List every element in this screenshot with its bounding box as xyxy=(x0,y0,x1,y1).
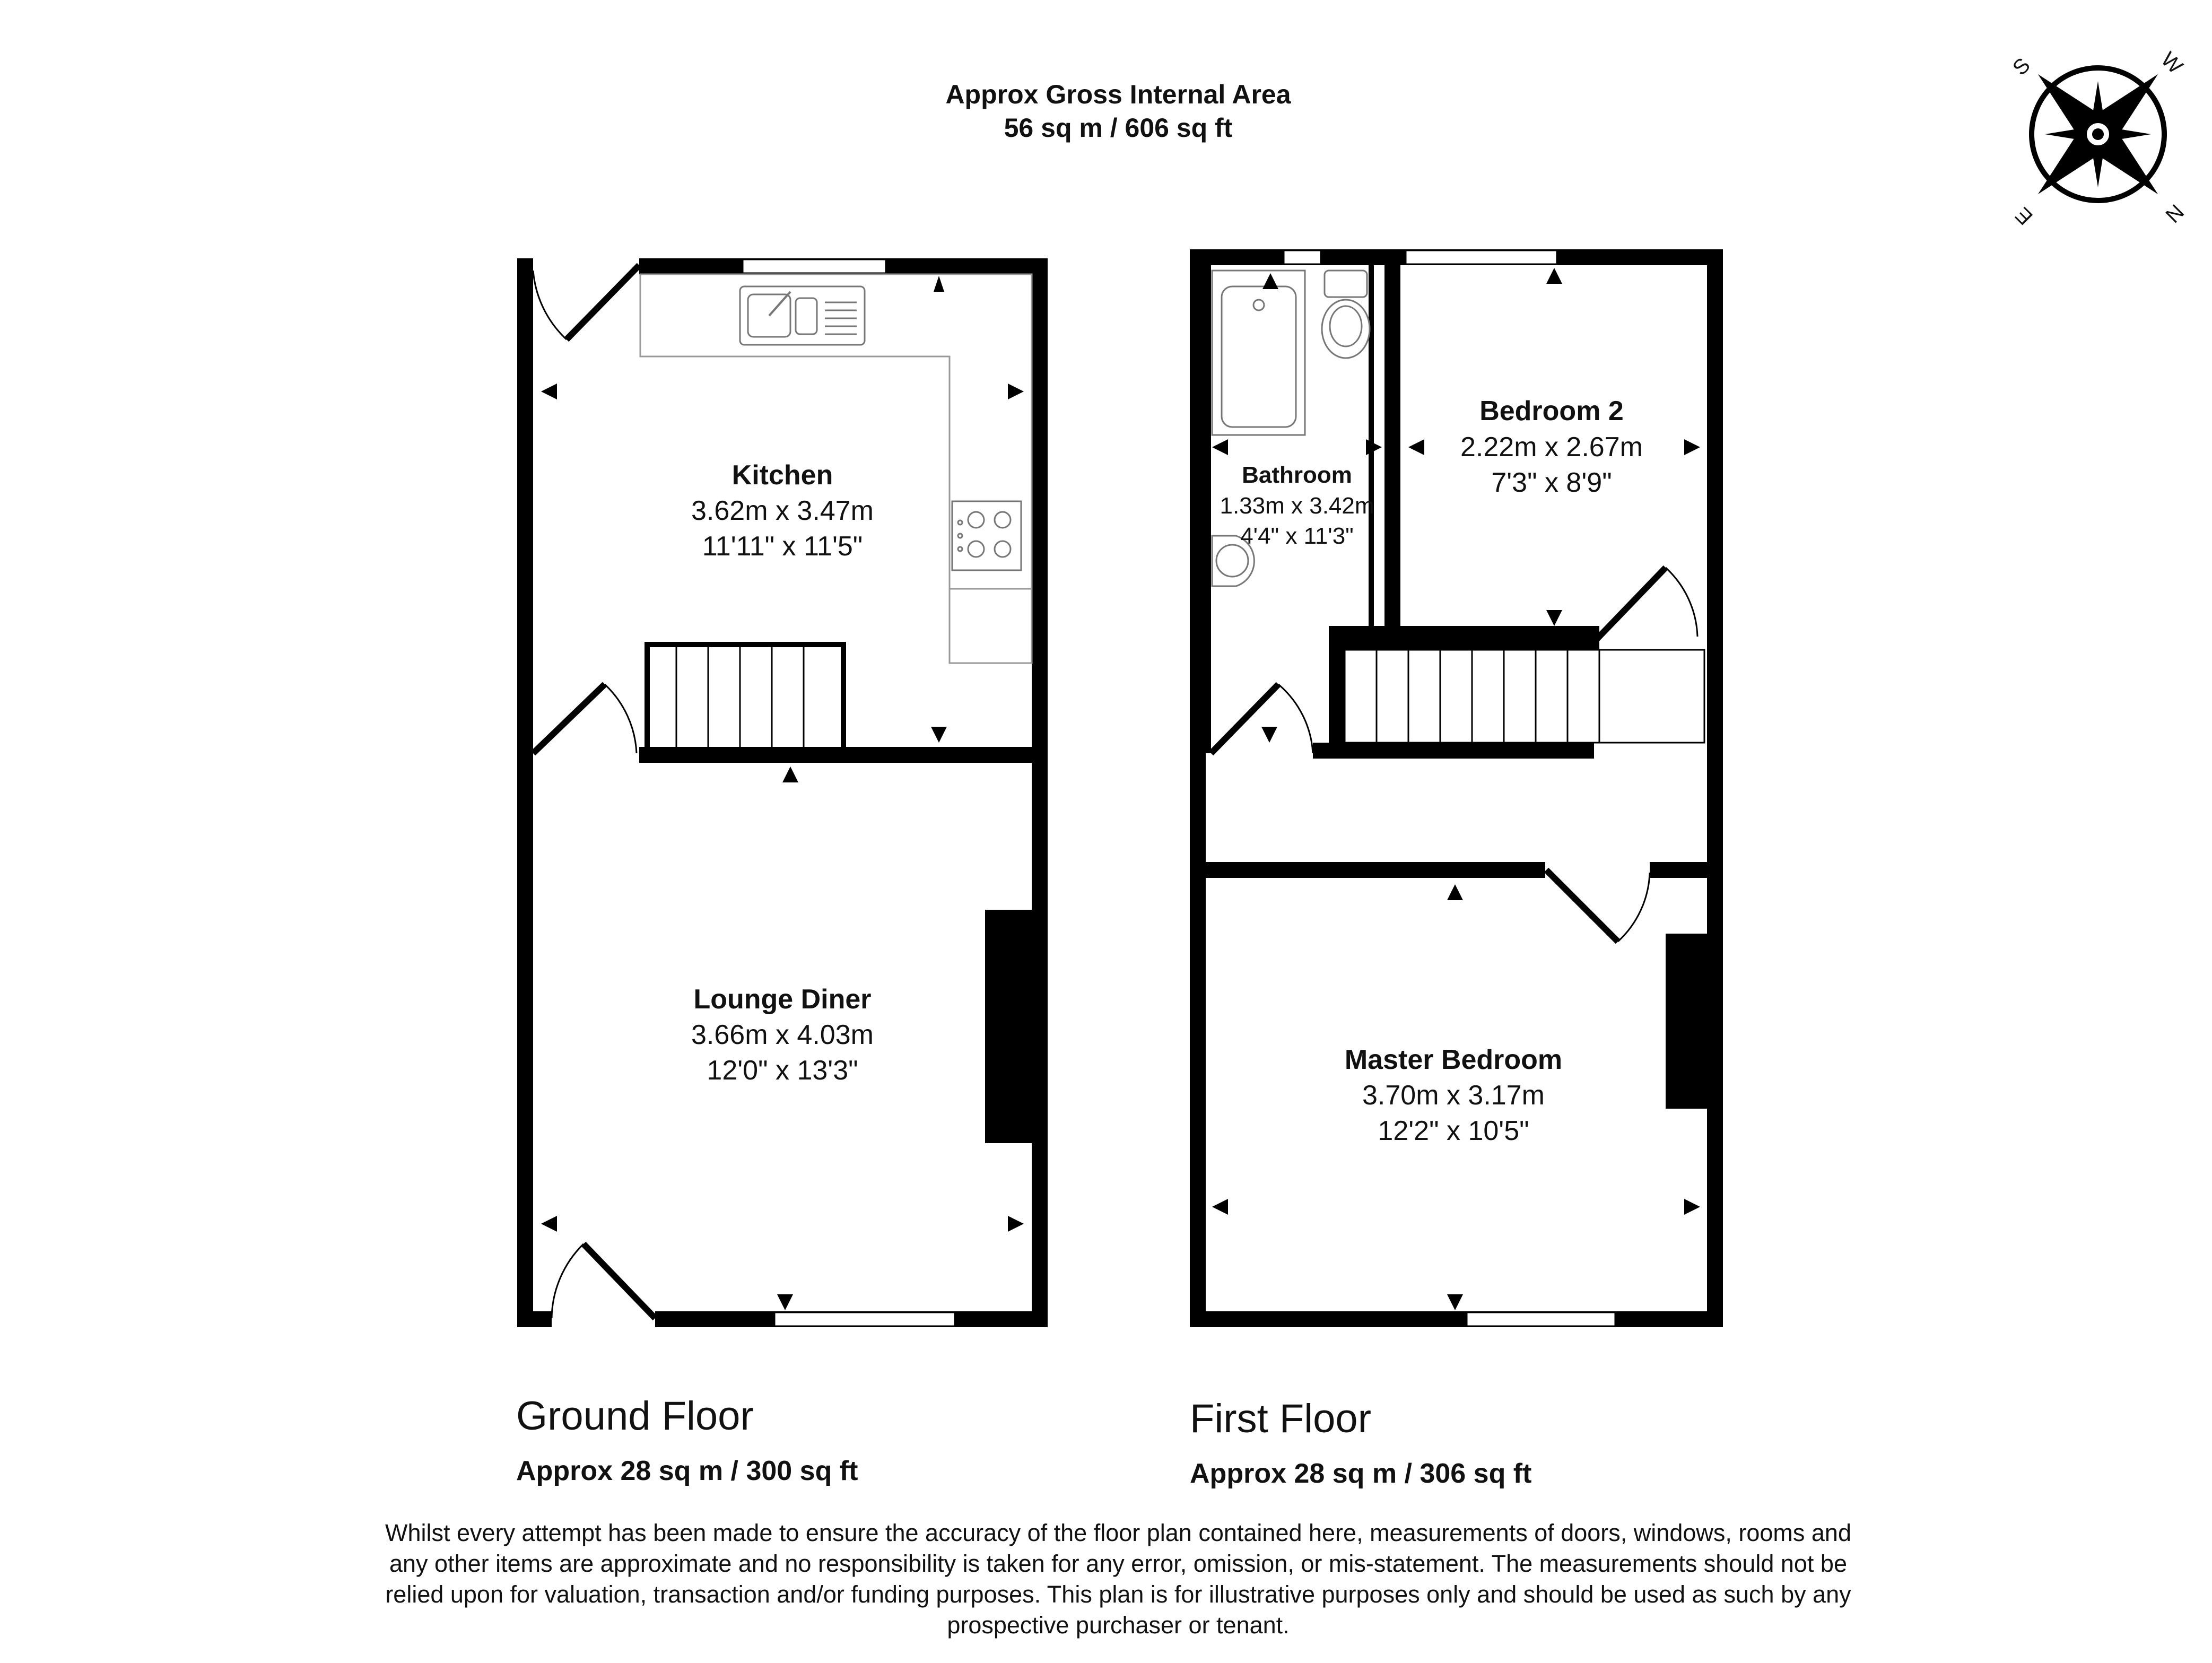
compass-letter-s: S xyxy=(2008,53,2035,80)
master-chimney-breast xyxy=(1666,934,1708,1109)
room-imperial-kitchen: 11'11" x 11'5" xyxy=(702,531,863,562)
room-metric-kitchen: 3.62m x 3.47m xyxy=(691,495,874,526)
disclaimer-line-2: any other items are approximate and no responsibility is taken for any error, omission, or mis-statement. The measurements should not be xyxy=(389,1550,1847,1577)
room-imperial-master-bedroom: 12'2" x 10'5" xyxy=(1378,1116,1529,1146)
gross-area-title: Approx Gross Internal Area xyxy=(945,80,1291,109)
first-floor-plan xyxy=(1190,249,1723,1327)
room-metric-bathroom: 1.33m x 3.42m xyxy=(1220,493,1374,519)
master-bedroom-door xyxy=(1546,870,1650,942)
room-metric-master-bedroom: 3.70m x 3.17m xyxy=(1362,1080,1545,1111)
room-imperial-bathroom: 4'4" x 11'3" xyxy=(1240,523,1354,549)
room-name-master-bedroom: Master Bedroom xyxy=(1344,1044,1563,1075)
bedroom-2-door xyxy=(1597,568,1697,639)
room-name-bedroom-2: Bedroom 2 xyxy=(1479,396,1624,426)
ground-floor-stairs xyxy=(645,642,846,748)
room-metric-bedroom-2: 2.22m x 2.67m xyxy=(1460,432,1643,463)
kitchen-window xyxy=(743,259,886,273)
first-floor-title: First Floor xyxy=(1190,1396,1371,1441)
disclaimer-line-4: prospective purchaser or tenant. xyxy=(947,1612,1290,1639)
kitchen-internal-door xyxy=(533,684,637,753)
first-floor-stairs xyxy=(1345,650,1704,743)
ground-floor-plan xyxy=(517,258,1048,1327)
bathroom-window xyxy=(1284,250,1321,264)
gross-area-value: 56 sq m / 606 sq ft xyxy=(1004,113,1233,143)
room-name-bathroom: Bathroom xyxy=(1242,462,1352,488)
compass-letter-w: W xyxy=(2156,47,2188,79)
room-imperial-bedroom-2: 7'3" x 8'9" xyxy=(1491,467,1612,498)
toilet-icon xyxy=(1322,271,1370,358)
bath-icon xyxy=(1212,271,1305,435)
compass-rose-icon xyxy=(1978,14,2212,255)
compass-letter-e: E xyxy=(2010,203,2037,230)
room-name-kitchen: Kitchen xyxy=(731,460,833,491)
room-name-lounge-diner: Lounge Diner xyxy=(693,984,872,1015)
bedroom-2-window xyxy=(1406,250,1557,264)
front-door xyxy=(552,1244,655,1318)
first-floor-area: Approx 28 sq m / 306 sq ft xyxy=(1190,1458,1532,1489)
room-imperial-lounge-diner: 12'0" x 13'3" xyxy=(707,1055,858,1086)
disclaimer-line-1: Whilst every attempt has been made to ensure the accuracy of the floor plan contained here, measurements of doors, windows, rooms and xyxy=(385,1519,1851,1546)
chimney-breast xyxy=(985,910,1033,1143)
kitchen-back-door xyxy=(533,258,639,339)
room-metric-lounge-diner: 3.66m x 4.03m xyxy=(691,1020,874,1050)
master-bedroom-window xyxy=(1467,1312,1615,1326)
lounge-window xyxy=(774,1312,955,1326)
ground-floor-title: Ground Floor xyxy=(516,1394,754,1439)
hob-icon xyxy=(952,501,1021,570)
sink-icon xyxy=(740,286,865,345)
disclaimer-line-3: relied upon for valuation, transaction and/or funding purposes. This plan is for illustrative purposes only and should be used as such by any xyxy=(385,1581,1851,1608)
ground-floor-area: Approx 28 sq m / 300 sq ft xyxy=(516,1456,858,1486)
compass-letter-n: N xyxy=(2161,199,2188,227)
bathroom-door xyxy=(1211,684,1313,753)
